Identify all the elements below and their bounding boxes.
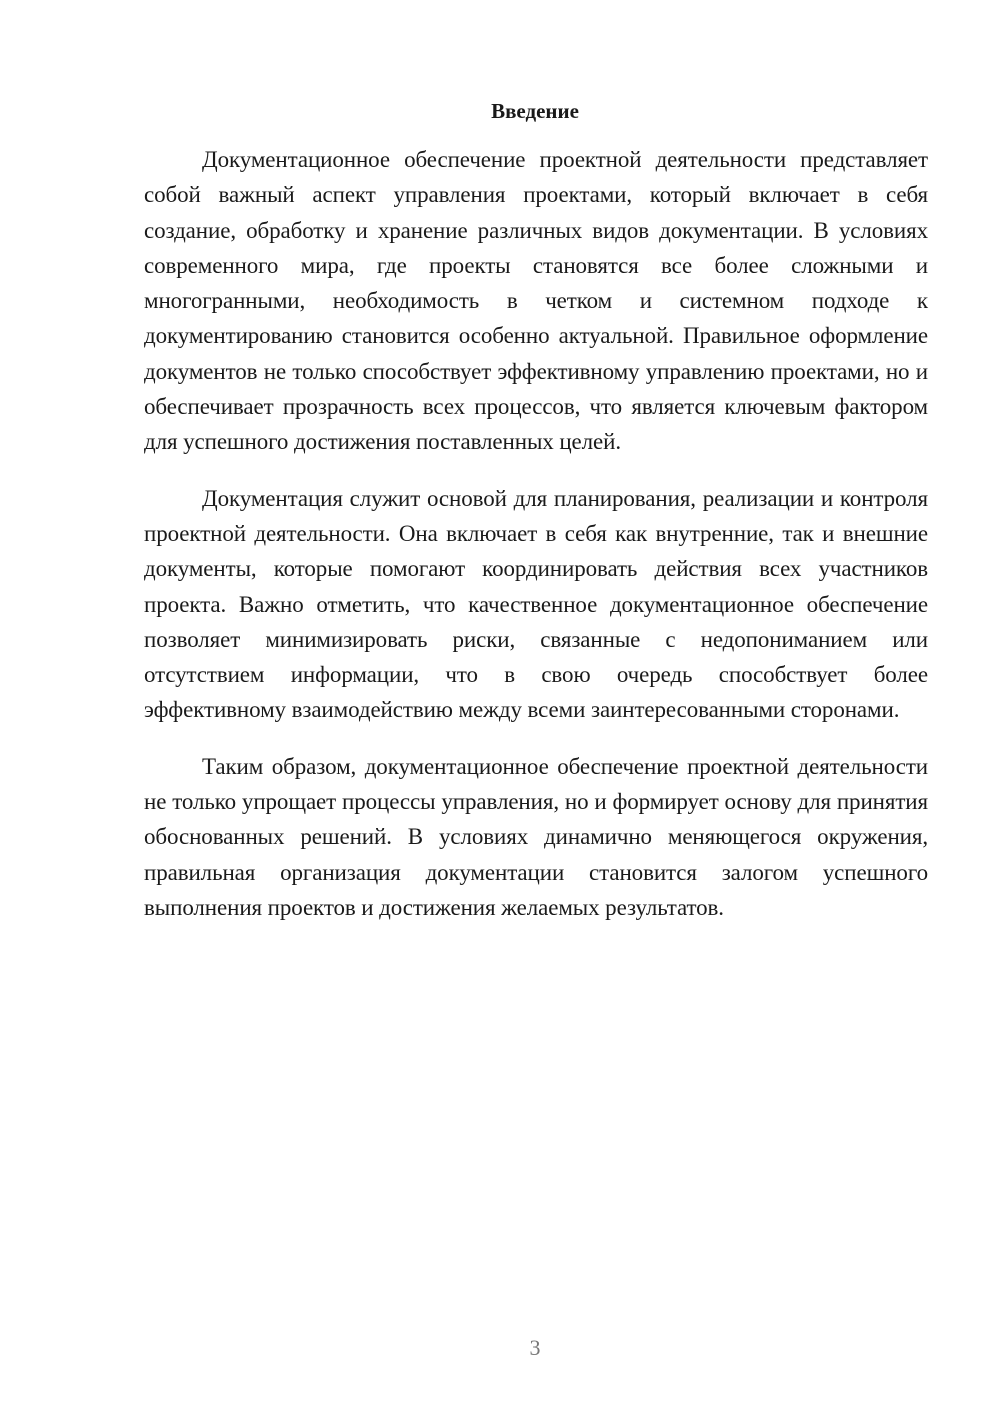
paragraph-2: Документация служит основой для планирования, реализации и контроля проектной деятельности. Она включает в себя как внутренние, так и внешние документы, которые помогают координировать действия всех участников проекта. Важно отметить, что качественное документационное обеспечение позволяет минимизировать риски, связанные с недопониманием или отсутствием информации, что в свою очередь способствует более эффективному взаимодействию между всеми заинтересованными сторонами. bbox=[144, 485, 928, 723]
paragraph-1: Документационное обеспечение проектной деятельности представляет собой важный аспект управления проектами, который включает в себя создание, обработку и хранение различных видов документации. В условиях современного мира, где проекты становятся все более сложными и многогранными, необходимость в четком и системном подходе к документированию становится особенно актуальной. Правильное оформление документов не только способствует эффективному управлению проектами, но и обеспечивает прозрачность всех процессов, что является ключевым фактором для успешного достижения поставленных целей. bbox=[144, 147, 928, 455]
document-body bbox=[144, 142, 928, 946]
page-number: 3 bbox=[529, 1335, 541, 1360]
page-title: Введение bbox=[491, 99, 579, 123]
paragraph-3: Таким образом, документационное обеспечение проектной деятельности не только упрощает процессы управления, но и формирует основу для принятия обоснованных решений. В условиях динамично меняющегося окружения, правильная организация документации становится залогом успешного выполнения проектов и достижения желаемых результатов. bbox=[144, 753, 928, 920]
